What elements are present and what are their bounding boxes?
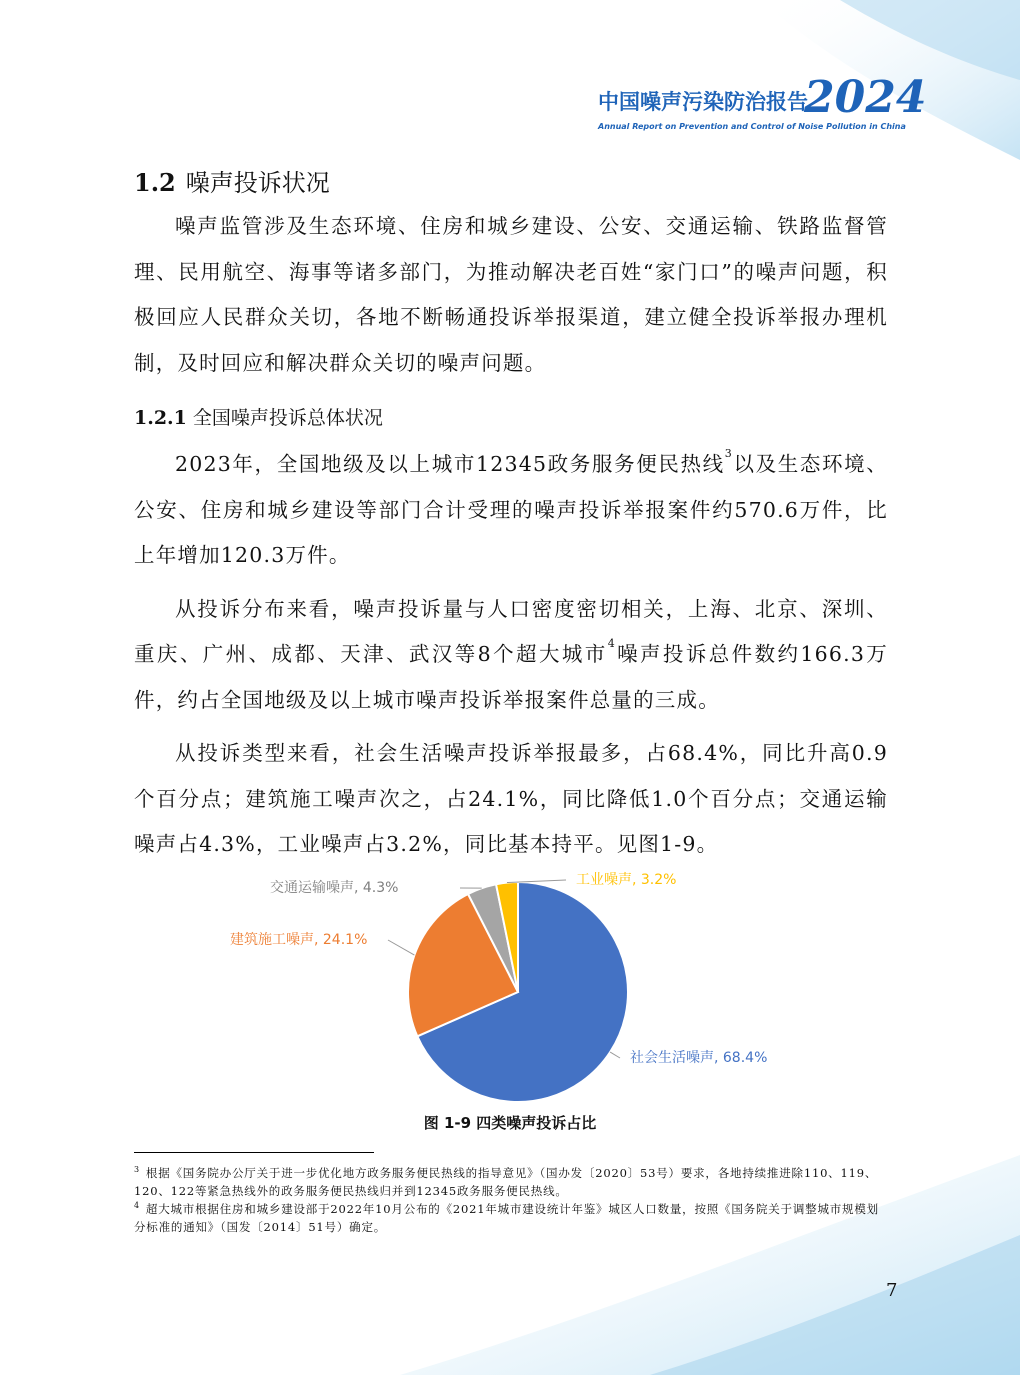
paragraph-distribution-b: 噪声投诉总件数约166.3万件，约占全国地级及以上城市噪声投诉举报案件总量的三成。 xyxy=(134,642,888,712)
footnote-ref-3[interactable]: 3 xyxy=(724,447,733,460)
footnote-divider xyxy=(134,1152,374,1153)
subsection-number: 1.2.1 xyxy=(134,407,187,429)
subsection-body xyxy=(134,442,888,868)
footnote-4-text: 超大城市根据住房和城乡建设部于2022年10月公布的《2021年城市建设统计年鉴》城区人口数量，按照《国务院关于调整城市规模划分标准的通知》（国发〔2014〕51号）确定。 xyxy=(134,1202,879,1234)
pie-label-0: 社会生活噪声, 68.4% xyxy=(630,1050,768,1066)
section-number: 1.2 xyxy=(134,168,176,197)
paragraph-total-a: 2023年，全国地级及以上城市12345政务服务便民热线 xyxy=(175,452,725,476)
intro-paragraph: 噪声监管涉及生态环境、住房和城乡建设、公安、交通运输、铁路监督管理、民用航空、海事等诸多部门，为推动解决老百姓“家门口”的噪声问题，积极回应人民群众关切，各地不断畅通投诉举报渠道，建立健全投诉举报办理机制，及时回应和解决群众关切的噪声问题。 xyxy=(134,214,888,375)
pie-leader-1 xyxy=(388,940,414,955)
footer-decoration xyxy=(0,1115,1020,1375)
noise-complaint-pie-chart xyxy=(210,862,810,1106)
pie-label-3: 工业噪声, 3.2% xyxy=(576,872,677,888)
paragraph-distribution-a: 从投诉分布来看，噪声投诉量与人口密度密切相关，上海、北京、深圳、重庆、广州、成都、天津、武汉等8个超大城市 xyxy=(134,596,888,666)
report-year: 2024 xyxy=(804,72,927,123)
pie-leader-0 xyxy=(610,1052,620,1058)
footnotes xyxy=(134,1164,888,1236)
footnote-4 xyxy=(134,1200,888,1236)
page-number: 7 xyxy=(886,1280,898,1301)
footnote-ref-4[interactable]: 4 xyxy=(607,637,616,650)
paragraph-total xyxy=(134,442,888,579)
section-intro xyxy=(134,204,888,386)
subsection-title: 全国噪声投诉总体状况 xyxy=(192,407,383,429)
report-subtitle: Annual Report on Prevention and Control of Noise Pollution in China xyxy=(598,122,906,131)
paragraph-distribution xyxy=(134,587,888,724)
paragraph-types: 从投诉类型来看，社会生活噪声投诉举报最多，占68.4%，同比升高0.9个百分点；建筑施工噪声次之，占24.1%，同比降低1.0个百分点；交通运输噪声占4.3%，工业噪声占3.2%，同比基本持平。见图1-9。 xyxy=(134,741,888,856)
paragraph-total-b: 以及生态环境、公安、住房和城乡建设等部门合计受理的噪声投诉举报案件约570.6万件，比上年增加120.3万件。 xyxy=(134,452,889,567)
footnote-3 xyxy=(134,1164,888,1200)
figure-caption: 图 1-9 四类噪声投诉占比 xyxy=(423,1114,597,1132)
section-heading xyxy=(134,163,330,198)
subsection-heading xyxy=(134,403,383,430)
footnote-3-text: 根据《国务院办公厅关于进一步优化地方政务服务便民热线的指导意见》（国办发〔2020〕53号）要求，各地持续推进除110、119、120、122等紧急热线外的政务服务便民热线归并到12345政务服务便民热线。 xyxy=(134,1166,878,1198)
footnote-4-mark: 4 xyxy=(134,1201,140,1210)
pie-label-1: 建筑施工噪声, 24.1% xyxy=(230,932,368,948)
report-title: 中国噪声污染防治报告 xyxy=(598,90,808,114)
footnote-3-mark: 3 xyxy=(134,1165,140,1174)
section-title: 噪声投诉状况 xyxy=(185,169,330,197)
pie-label-2: 交通运输噪声, 4.3% xyxy=(270,880,399,896)
